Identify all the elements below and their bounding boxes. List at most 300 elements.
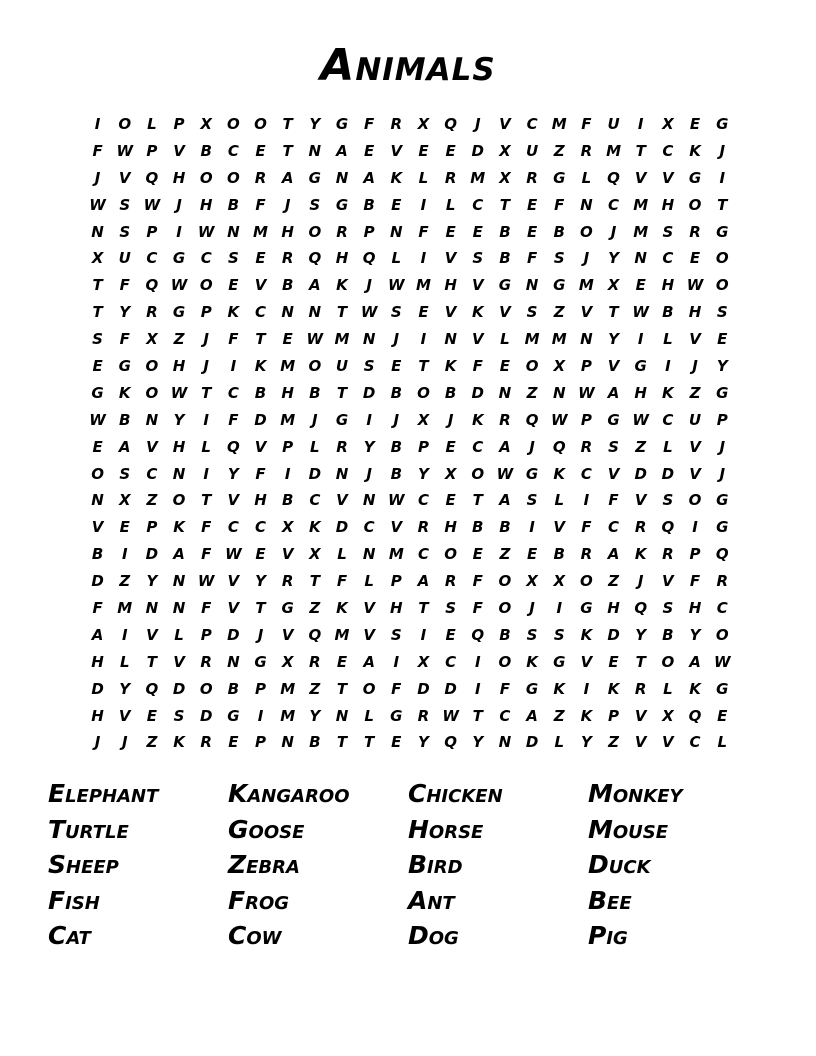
grid-letter: E: [146, 706, 158, 725]
grid-letter: E: [92, 437, 103, 456]
grid-letter: O: [172, 491, 186, 510]
grid-letter: J: [312, 410, 318, 429]
grid-letter: W: [197, 222, 215, 241]
grid-row: [84, 541, 736, 568]
grid-row: [84, 407, 736, 434]
grid-letter: N: [335, 168, 349, 187]
grid-letter: B: [91, 545, 104, 564]
grid-letter: I: [637, 114, 644, 133]
word-list-item: Kangaroo: [228, 779, 350, 808]
grid-letter: M: [334, 330, 350, 349]
word-list-item: Ant: [408, 885, 455, 915]
grid-letter: J: [203, 330, 209, 349]
grid-letter: I: [556, 598, 563, 617]
grid-row: [84, 595, 736, 622]
grid-letter: Q: [471, 625, 485, 644]
grid-letter: X: [607, 276, 620, 295]
grid-letter: L: [310, 437, 320, 456]
grid-letter: R: [444, 572, 457, 591]
grid-letter: T: [635, 652, 646, 671]
grid-letter: I: [366, 410, 372, 429]
grid-letter: M: [280, 679, 296, 698]
grid-letter: H: [661, 195, 675, 214]
grid-letter: H: [281, 222, 294, 241]
grid-letter: L: [581, 168, 592, 187]
grid-letter: W: [306, 330, 324, 349]
grid-letter: S: [92, 330, 103, 349]
grid-letter: U: [525, 141, 539, 160]
grid-letter: Q: [308, 625, 322, 644]
grid-letter: C: [445, 652, 457, 671]
grid-letter: T: [282, 141, 293, 160]
grid-letter: G: [118, 356, 131, 375]
grid-letter: A: [417, 572, 430, 591]
grid-letter: T: [201, 383, 212, 402]
grid-letter: O: [715, 249, 729, 268]
grid-letter: V: [227, 598, 240, 617]
grid-letter: V: [118, 706, 131, 725]
grid-letter: F: [472, 572, 483, 591]
grid-letter: O: [362, 679, 376, 698]
grid-letter: X: [526, 572, 538, 591]
grid-letter: I: [230, 356, 237, 375]
grid-letter: K: [689, 141, 701, 160]
grid-letter: J: [94, 168, 101, 187]
grid-letter: E: [228, 733, 239, 752]
grid-letter: N: [172, 464, 186, 483]
grid-letter: J: [257, 625, 264, 644]
grid-letter: O: [199, 168, 213, 187]
grid-letter: J: [366, 276, 372, 295]
grid-letter: Q: [362, 249, 376, 268]
grid-letter: J: [284, 195, 291, 214]
grid-letter: N: [227, 652, 240, 671]
grid-letter: O: [145, 383, 159, 402]
grid-letter: B: [309, 383, 321, 402]
grid-letter: A: [689, 652, 701, 671]
grid-letter: J: [474, 114, 481, 133]
grid-letter: L: [500, 330, 510, 349]
grid-letter: B: [499, 249, 511, 268]
grid-letter: P: [146, 141, 158, 160]
grid-row: [84, 272, 736, 299]
grid-letter: L: [663, 679, 673, 698]
grid-letter: P: [417, 437, 429, 456]
grid-letter: K: [227, 303, 240, 322]
grid-letter: J: [529, 437, 535, 456]
grid-letter: E: [282, 330, 293, 349]
grid-letter: V: [607, 464, 620, 483]
grid-letter: I: [420, 330, 427, 349]
grid-letter: Y: [689, 625, 701, 644]
grid-letter: T: [255, 598, 266, 617]
grid-letter: H: [607, 598, 620, 617]
grid-letter: G: [607, 410, 620, 429]
grid-letter: K: [526, 652, 538, 671]
grid-letter: O: [118, 114, 132, 133]
grid-letter: N: [91, 491, 104, 510]
grid-letter: G: [716, 518, 729, 537]
grid-letter: E: [689, 114, 701, 133]
grid-letter: P: [580, 356, 592, 375]
grid-letter: V: [499, 303, 511, 322]
grid-letter: S: [445, 598, 457, 617]
grid-letter: I: [692, 518, 698, 537]
grid-letter: M: [117, 598, 133, 617]
grid-letter: M: [388, 545, 404, 564]
grid-letter: F: [92, 598, 103, 617]
grid-letter: N: [281, 733, 294, 752]
grid-letter: B: [227, 195, 240, 214]
grid-letter: H: [254, 491, 267, 510]
grid-letter: E: [689, 249, 701, 268]
grid-letter: V: [281, 625, 294, 644]
grid-letter: Y: [119, 303, 131, 322]
grid-letter: V: [689, 464, 701, 483]
grid-letter: Y: [227, 464, 239, 483]
grid-letter: O: [308, 356, 322, 375]
grid-letter: Z: [553, 141, 565, 160]
grid-letter: H: [688, 598, 702, 617]
grid-letter: V: [91, 518, 104, 537]
grid-letter: S: [390, 303, 402, 322]
grid-letter: C: [227, 383, 239, 402]
grid-letter: O: [444, 545, 457, 564]
grid-letter: Z: [608, 572, 619, 591]
grid-letter: H: [634, 383, 647, 402]
grid-letter: R: [662, 545, 674, 564]
grid-letter: Q: [145, 168, 159, 187]
grid-letter: Z: [173, 330, 185, 349]
grid-letter: Z: [309, 598, 321, 617]
grid-letter: V: [336, 491, 348, 510]
grid-letter: B: [281, 491, 294, 510]
grid-letter: G: [525, 679, 539, 698]
grid-letter: B: [227, 679, 240, 698]
grid-letter: A: [281, 168, 294, 187]
grid-letter: E: [472, 545, 483, 564]
grid-row: [84, 219, 736, 246]
grid-letter: O: [226, 168, 240, 187]
grid-letter: V: [580, 652, 593, 671]
grid-letter: M: [551, 114, 567, 133]
grid-letter: C: [200, 249, 212, 268]
grid-letter: I: [529, 518, 535, 537]
grid-letter: G: [172, 303, 186, 322]
grid-letter: J: [692, 356, 698, 375]
grid-letter: Y: [418, 464, 429, 483]
grid-letter: B: [363, 195, 375, 214]
grid-letter: G: [553, 276, 566, 295]
grid-letter: D: [145, 545, 159, 564]
grid-letter: S: [363, 356, 375, 375]
grid-letter: X: [281, 518, 294, 537]
grid-letter: V: [390, 141, 403, 160]
grid-letter: C: [472, 437, 484, 456]
grid-letter: S: [553, 249, 565, 268]
grid-letter: T: [418, 598, 429, 617]
grid-letter: R: [580, 545, 593, 564]
grid-letter: X: [662, 114, 674, 133]
grid-letter: N: [362, 545, 376, 564]
grid-letter: N: [552, 383, 566, 402]
grid-letter: Y: [716, 356, 728, 375]
grid-letter: Q: [607, 168, 620, 187]
grid-letter: T: [336, 303, 348, 322]
grid-letter: K: [662, 383, 674, 402]
grid-letter: I: [474, 652, 481, 671]
grid-letter: A: [363, 168, 375, 187]
grid-letter: L: [147, 114, 157, 133]
grid-letter: V: [662, 168, 674, 187]
grid-letter: C: [580, 464, 592, 483]
grid-letter: E: [391, 195, 402, 214]
grid-letter: M: [524, 330, 540, 349]
grid-letter: S: [119, 464, 131, 483]
grid-letter: G: [716, 222, 729, 241]
grid-letter: K: [689, 679, 701, 698]
grid-letter: W: [225, 545, 242, 564]
grid-letter: O: [498, 572, 512, 591]
grid-letter: M: [551, 330, 567, 349]
grid-letter: T: [418, 356, 429, 375]
grid-letter: J: [447, 410, 454, 429]
grid-letter: L: [554, 733, 565, 752]
grid-letter: Y: [309, 114, 321, 133]
grid-letter: E: [717, 706, 728, 725]
grid-letter: O: [308, 222, 322, 241]
grid-letter: G: [227, 706, 240, 725]
grid-letter: B: [553, 222, 565, 241]
grid-letter: E: [526, 222, 538, 241]
grid-letter: S: [716, 303, 728, 322]
grid-letter: V: [363, 625, 375, 644]
grid-letter: U: [335, 356, 349, 375]
grid-letter: G: [335, 195, 349, 214]
grid-letter: F: [581, 114, 592, 133]
grid-letter: P: [282, 437, 294, 456]
grid-letter: A: [499, 491, 511, 510]
grid-letter: O: [254, 114, 267, 133]
grid-letter: V: [146, 437, 158, 456]
grid-letter: M: [606, 141, 622, 160]
grid-letter: I: [203, 464, 209, 483]
grid-letter: B: [499, 625, 511, 644]
grid-letter: O: [199, 276, 213, 295]
grid-letter: L: [364, 706, 374, 725]
grid-letter: G: [281, 598, 294, 617]
grid-letter: Q: [661, 518, 675, 537]
grid-letter: K: [444, 356, 457, 375]
grid-letter: E: [445, 141, 456, 160]
grid-letter: I: [121, 545, 128, 564]
grid-letter: D: [634, 464, 647, 483]
grid-letter: Q: [688, 706, 702, 725]
grid-letter: V: [118, 168, 131, 187]
grid-letter: F: [418, 222, 429, 241]
grid-letter: D: [91, 679, 104, 698]
grid-letter: V: [444, 249, 457, 268]
grid-letter: Y: [418, 733, 429, 752]
grid-letter: G: [580, 598, 593, 617]
grid-letter: D: [254, 410, 267, 429]
grid-letter: W: [632, 410, 649, 429]
grid-letter: E: [255, 141, 266, 160]
grid-letter: Q: [525, 410, 539, 429]
grid-letter: N: [281, 303, 294, 322]
grid-letter: B: [254, 383, 267, 402]
grid-letter: Y: [472, 733, 484, 752]
grid-letter: W: [388, 276, 405, 295]
grid-letter: E: [255, 545, 266, 564]
grid-letter: Q: [226, 437, 240, 456]
grid-letter: I: [474, 679, 481, 698]
grid-row: [84, 568, 736, 595]
grid-row: [84, 487, 736, 514]
grid-letter: F: [689, 572, 701, 591]
grid-letter: V: [254, 437, 267, 456]
grid-letter: V: [499, 114, 511, 133]
grid-letter: G: [553, 168, 566, 187]
grid-letter: T: [472, 491, 483, 510]
grid-letter: B: [472, 518, 484, 537]
grid-letter: A: [309, 276, 321, 295]
grid-letter: W: [686, 276, 704, 295]
grid-letter: P: [580, 410, 592, 429]
grid-letter: N: [525, 276, 539, 295]
grid-letter: G: [308, 168, 321, 187]
grid-letter: N: [172, 598, 186, 617]
grid-letter: K: [607, 679, 620, 698]
grid-letter: K: [580, 706, 593, 725]
grid-letter: P: [689, 545, 701, 564]
grid-letter: F: [364, 114, 375, 133]
grid-letter: T: [92, 303, 103, 322]
grid-letter: L: [337, 545, 347, 564]
grid-letter: I: [583, 679, 590, 698]
grid-letter: F: [581, 518, 592, 537]
grid-letter: R: [390, 114, 403, 133]
grid-letter: M: [280, 410, 296, 429]
grid-letter: G: [91, 383, 104, 402]
grid-letter: U: [118, 249, 131, 268]
grid-letter: I: [284, 464, 291, 483]
grid-letter: Y: [580, 733, 592, 752]
grid-letter: V: [662, 572, 674, 591]
grid-letter: K: [580, 625, 593, 644]
grid-letter: V: [689, 330, 701, 349]
grid-letter: H: [444, 276, 457, 295]
grid-letter: D: [227, 625, 240, 644]
grid-row: [84, 165, 736, 192]
grid-letter: N: [498, 383, 512, 402]
grid-letter: Z: [635, 437, 647, 456]
grid-letter: P: [255, 733, 267, 752]
grid-letter: I: [637, 330, 644, 349]
grid-letter: W: [714, 652, 731, 671]
grid-letter: V: [580, 303, 593, 322]
grid-letter: X: [146, 330, 158, 349]
grid-letter: K: [634, 545, 647, 564]
grid-letter: O: [226, 114, 240, 133]
grid-letter: J: [393, 410, 400, 429]
grid-letter: M: [633, 195, 649, 214]
grid-letter: J: [393, 330, 400, 349]
grid-letter: Y: [309, 706, 321, 725]
word-list-item: Frog: [228, 885, 290, 915]
grid-letter: E: [418, 141, 429, 160]
grid-letter: K: [336, 276, 348, 295]
grid-row: [84, 461, 736, 488]
grid-letter: V: [634, 168, 647, 187]
grid-letter: J: [637, 572, 644, 591]
grid-letter: P: [146, 518, 158, 537]
grid-letter: E: [499, 356, 511, 375]
grid-letter: O: [471, 464, 485, 483]
grid-letter: O: [688, 491, 702, 510]
grid-letter: D: [417, 679, 430, 698]
grid-letter: X: [444, 464, 457, 483]
grid-letter: Y: [119, 679, 131, 698]
grid-letter: P: [363, 222, 375, 241]
grid-letter: M: [280, 356, 296, 375]
grid-letter: F: [472, 598, 483, 617]
grid-letter: I: [121, 625, 128, 644]
word-list-item: Horse: [408, 814, 484, 844]
grid-letter: X: [417, 114, 430, 133]
grid-letter: H: [390, 598, 403, 617]
grid-letter: N: [390, 222, 403, 241]
grid-letter: R: [200, 652, 212, 671]
grid-letter: F: [255, 195, 266, 214]
grid-letter: N: [362, 330, 376, 349]
grid-letter: X: [417, 410, 430, 429]
grid-letter: O: [145, 356, 159, 375]
grid-letter: V: [363, 598, 375, 617]
grid-letter: J: [366, 464, 372, 483]
grid-letter: A: [607, 545, 620, 564]
grid-letter: S: [608, 437, 619, 456]
grid-letter: S: [173, 706, 185, 725]
grid-row: [84, 434, 736, 461]
grid-letter: T: [309, 572, 320, 591]
grid-letter: S: [227, 249, 239, 268]
grid-letter: N: [362, 491, 376, 510]
grid-letter: B: [200, 141, 212, 160]
grid-letter: E: [445, 625, 456, 644]
word-list-item: Pig: [588, 921, 628, 950]
grid-letter: P: [200, 625, 212, 644]
word-list-item: Bee: [588, 885, 632, 915]
grid-letter: S: [662, 491, 674, 510]
grid-letter: R: [580, 437, 593, 456]
grid-letter: B: [390, 437, 403, 456]
word-list-item: Sheep: [48, 850, 119, 879]
grid-letter: B: [390, 464, 403, 483]
grid-letter: X: [309, 545, 321, 564]
grid-letter: N: [498, 733, 512, 752]
grid-letter: V: [173, 141, 185, 160]
grid-letter: J: [583, 249, 590, 268]
grid-letter: F: [228, 410, 239, 429]
grid-letter: H: [335, 249, 349, 268]
grid-letter: B: [281, 276, 294, 295]
grid-letter: P: [716, 410, 728, 429]
grid-letter: N: [580, 330, 593, 349]
grid-letter: H: [688, 303, 702, 322]
grid-letter: V: [173, 652, 185, 671]
grid-letter: V: [689, 437, 701, 456]
